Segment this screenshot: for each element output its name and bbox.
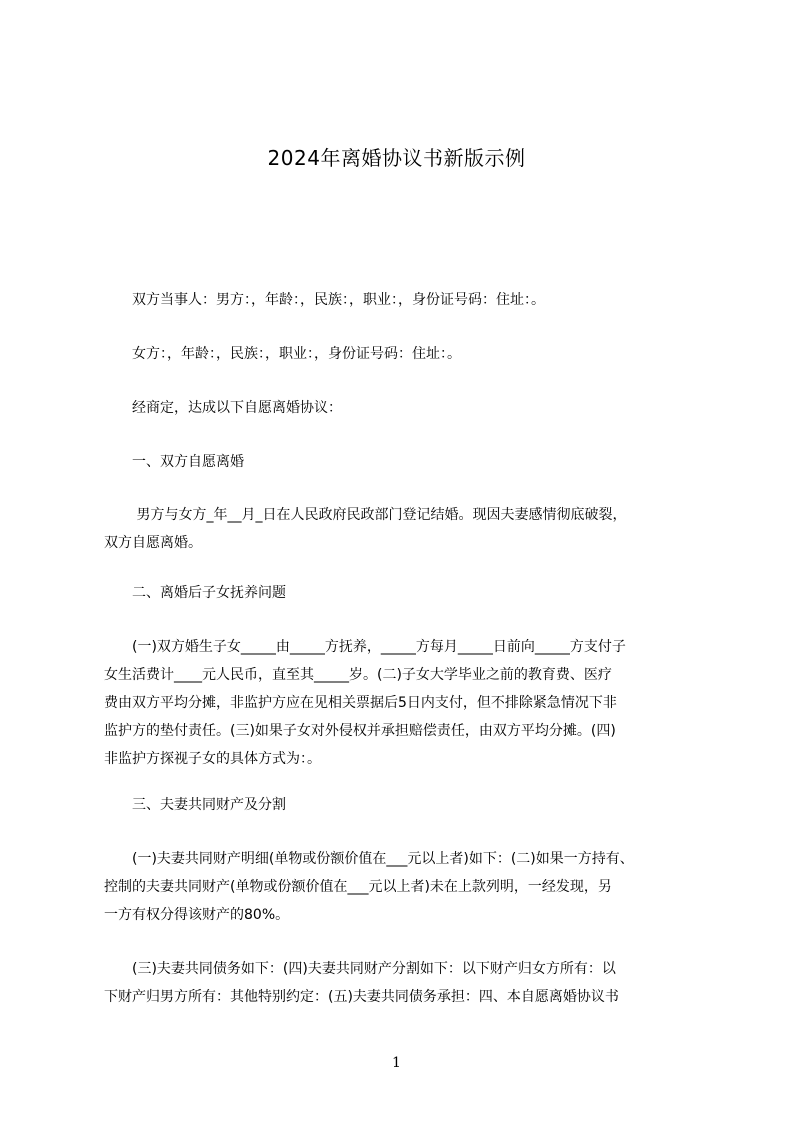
section-2-heading xyxy=(104,579,704,607)
agreement-intro-paragraph xyxy=(104,394,704,422)
section-3-heading xyxy=(104,791,704,819)
section-1-heading xyxy=(104,448,704,476)
text-line: 一、双方自愿离婚 xyxy=(104,454,244,470)
text-line: 双方当事人：男方：，年龄：，民族：，职业：，身份证号码：住址：。 xyxy=(104,292,545,308)
text-line: 费由双方平均分摊，非监护方应在见相关票据后5日内支付，但不排除紧急情况下非 xyxy=(104,695,617,711)
text-line: (三)夫妻共同债务如下：(四)夫妻共同财产分割如下：以下财产归女方所有：以 xyxy=(104,961,616,977)
text-line: 监护方的垫付责任。(三)如果子女对外侵权并承担赔偿责任，由双方平均分摊。(四) xyxy=(104,723,616,739)
page-number: 1 xyxy=(392,1055,401,1071)
text-line: (一)双方婚生子女_____由_____方抚养，_____方每月_____日前向_____方支付子 xyxy=(104,639,626,655)
text-line: 女方：，年龄：，民族：，职业：，身份证号码：住址：。 xyxy=(104,346,461,362)
party-female-paragraph xyxy=(104,340,704,368)
text-line: 一方有权分得该财产的80%。 xyxy=(104,907,290,923)
text-line: 女生活费计____元人民币，直至其_____岁。(二)子女大学毕业之前的教育费、医疗 xyxy=(104,667,612,683)
text-line: 下财产归男方所有：其他特别约定：(五)夫妻共同债务承担：四、本自愿离婚协议书 xyxy=(104,989,619,1005)
text-line: 二、离婚后子女抚养问题 xyxy=(104,585,286,601)
text-line: 男方与女方_年__月_日在人民政府民政部门登记结婚。现因夫妻感情彻底破裂， xyxy=(104,507,627,523)
section-2-body xyxy=(104,633,704,773)
document-title: 2024年离婚协议书新版示例 xyxy=(267,146,526,170)
text-line: 三、夫妻共同财产及分割 xyxy=(104,797,286,813)
text-line: 控制的夫妻共同财产(单物或份额价值在___元以上者)未在上款列明，一经发现，另 xyxy=(104,879,612,895)
text-line: (一)夫妻共同财产明细(单物或份额价值在___元以上者)如下：(二)如果一方持有、 xyxy=(104,851,634,867)
text-line: 非监护方探视子女的具体方式为：。 xyxy=(104,751,321,767)
party-male-paragraph xyxy=(104,286,704,314)
section-3-continued-body xyxy=(104,955,704,1011)
section-3-body xyxy=(104,845,704,929)
text-line: 经商定，达成以下自愿离婚协议： xyxy=(104,400,342,416)
section-1-body xyxy=(104,501,704,557)
text-line: 双方自愿离婚。 xyxy=(104,535,202,551)
